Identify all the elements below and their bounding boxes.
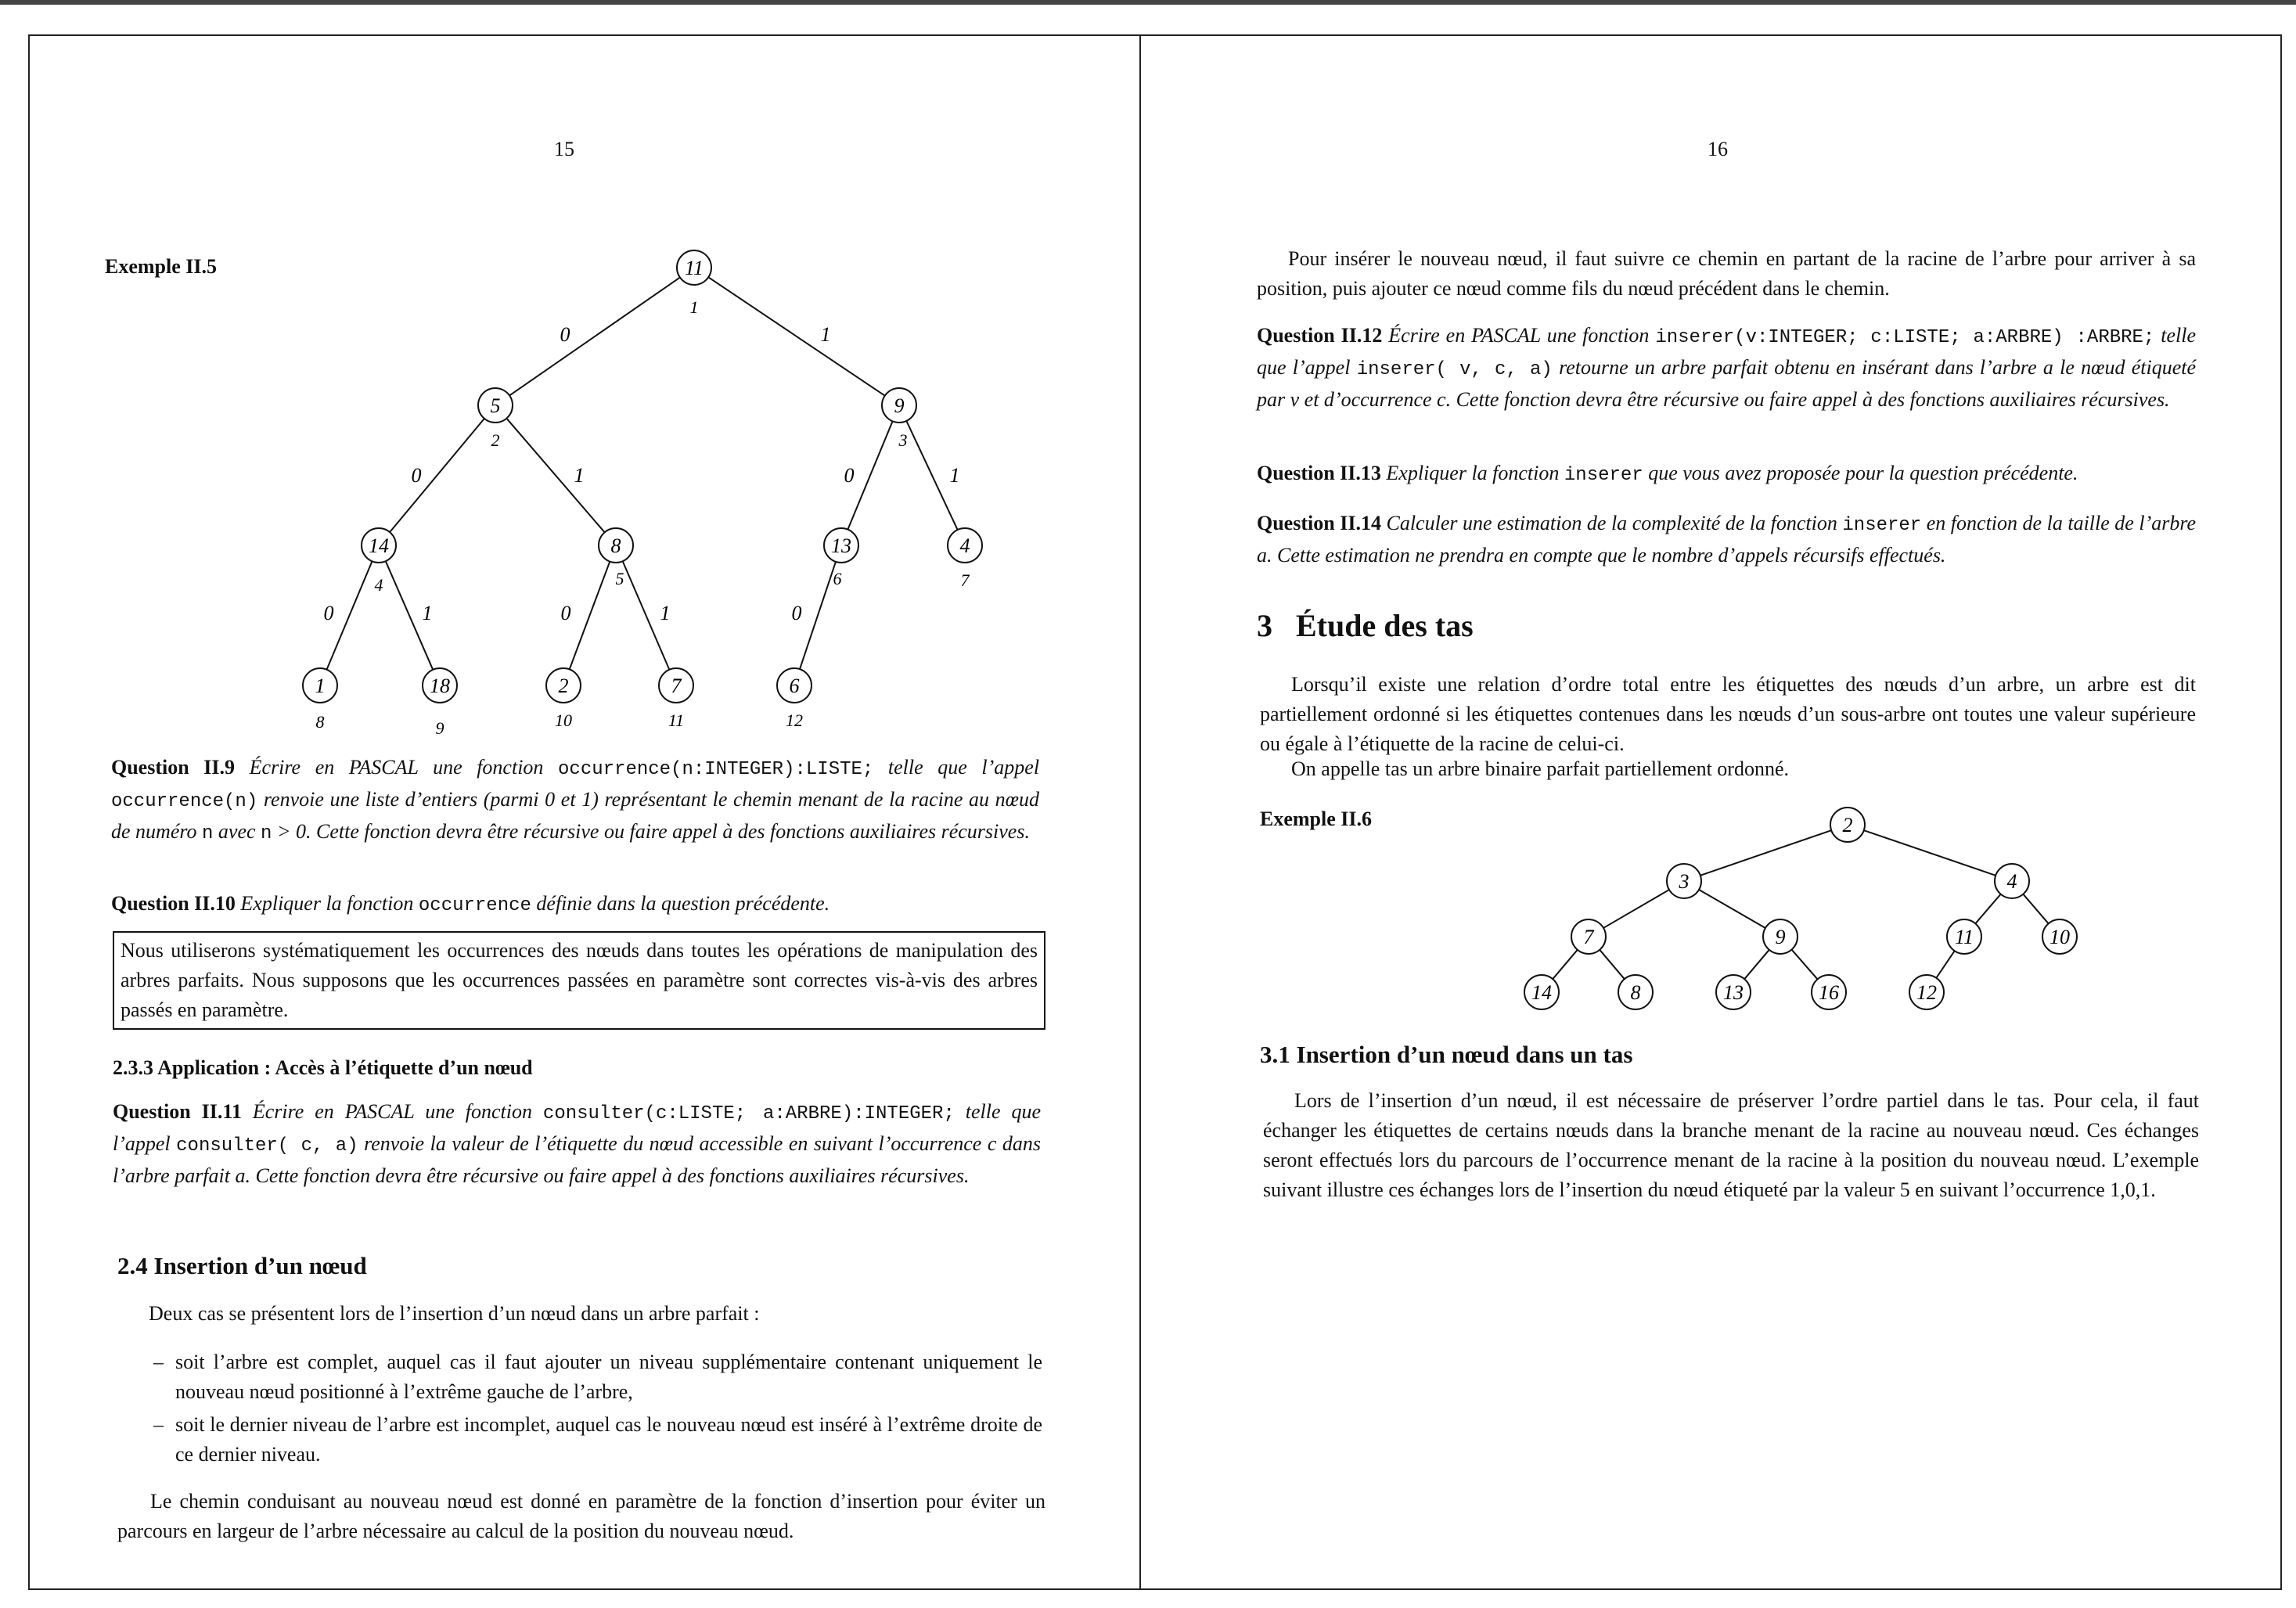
node-label: 1 (315, 674, 326, 697)
node-number: 1 (689, 297, 699, 317)
heap-node-label: 7 (1583, 926, 1594, 948)
node-label: 5 (490, 394, 501, 417)
node-label: 13 (831, 534, 851, 557)
edge-label: 0 (560, 602, 571, 624)
right-intro-paragraph: Pour insérer le nouveau nœud, il faut suivre ce chemin en partant de la racine de l’arbre pour arriver à sa position, puis ajouter ce nœud comme fils du nœud précédent dans le chemin. (1257, 247, 2196, 300)
heap-definition: On appelle tas un arbre binaire parfait partiellement ordonné. (1291, 757, 1790, 780)
heap-node-label: 12 (1916, 981, 1937, 1004)
page-number-right: 16 (1708, 138, 1728, 160)
question-ii9: Question II.9 Écrire en PASCAL une fonction occurrence(n:INTEGER):LISTE; telle que l’appel occurrence(n) renvoie une liste d’entiers (parmi 0 et 1) représentant le chemin menant de la racine au nœud de numéro n avec n > 0. Cette fonction devra être récursive ou faire appel à des fonctions auxiliaires récursives. (111, 756, 1040, 844)
heap-node-label: 13 (1723, 981, 1744, 1004)
node-label: 2 (558, 674, 569, 697)
node-label: 9 (894, 394, 905, 417)
example-label-ii6: Exemple II.6 (1260, 808, 1372, 830)
edge-label: 1 (574, 464, 585, 487)
node-number: 5 (615, 569, 624, 588)
node-number: 9 (435, 718, 444, 738)
question-ii14: Question II.14 Calculer une estimation de la complexité de la fonction inserer en fonction de la taille de l’arbre a. Cette estimation ne prendra en compte que le nombre d’appels récursifs effectués. (1257, 512, 2197, 567)
heap-node-label: 14 (1531, 981, 1552, 1004)
heap-node-label: 3 (1679, 870, 1690, 893)
section-2-4-conclusion: Le chemin conduisant au nouveau nœud est donné en paramètre de la fonction d’insertion pour éviter un parcours en largeur de l’arbre nécessaire au calcul de la position du nouveau nœud. (117, 1490, 1045, 1542)
question-ii11: Question II.11 Écrire en PASCAL une fonction consulter(c:LISTE; a:ARBRE):INTEGER; telle que l’appel consulter( c, a) renvoie la valeur de l’étiquette du nœud accessible en suivant l’occurrence c dans l’arbre parfait a. Cette fonction devra être récursive ou faire appel à des fonctions auxiliaires récursives. (113, 1100, 1042, 1187)
example-label-ii5: Exemple II.5 (105, 255, 217, 278)
node-number: 4 (374, 575, 383, 595)
section-3-paragraph: Lorsqu’il existe une relation d’ordre total entre les étiquettes des nœuds d’un arbre, un arbre est dit partiellement ordonné si les étiquettes contenues dans les nœuds d’un sous-arbre ont toutes une valeur supérieure ou égale à l’étiquette de la racine de celui-ci. (1260, 673, 2196, 755)
edge-label: 1 (820, 323, 831, 346)
section-2-3-3-heading: 2.3.3 Application : Accès à l’étiquette d’un nœud (113, 1056, 533, 1079)
heap-node-label: 11 (1954, 926, 1974, 948)
heap-edge (1744, 950, 1769, 979)
node-number: 12 (786, 710, 803, 730)
section-2-4-heading: 2.4 Insertion d’un nœud (117, 1252, 367, 1279)
edge-label: 0 (411, 464, 422, 487)
edge-label: 1 (660, 602, 671, 624)
list-item: – soit le dernier niveau de l’arbre est incomplet, auquel cas le nouveau nœud est inséré à l’extrême droite de ce dernier niveau. (150, 1410, 1042, 1470)
heap-node-label: 8 (1630, 981, 1641, 1004)
edge-label: 0 (844, 464, 855, 487)
heap-edge (1975, 894, 2000, 924)
section-3-1-paragraph: Lors de l’insertion d’un nœud, il est nécessaire de préserver l’ordre partiel dans le tas. Pour cela, il faut échanger les étiquettes de certains nœuds dans la branche menant de la racine au nouveau nœud. Ces échanges seront effectués lors du parcours de l’occurrence menant de la racine à la position du nouveau nœud. L’exemple suivant illustre ces échanges lors de l’insertion du nœud étiqueté par la valeur 5 en suivant l’occurrence 1,0,1. (1263, 1089, 2199, 1201)
node-number: 10 (555, 710, 572, 730)
edge-label: 0 (791, 602, 802, 624)
heap-edge (1936, 951, 1954, 978)
note-box: Nous utiliserons systématiquement les occurrences des nœuds dans toutes les opérations de manipulation des arbres parfaits. Nous supposons que les occurrences passées en paramètre sont correctes vis-à-vis des arbres passés en paramètre. (113, 931, 1045, 1030)
heap-node-label: 16 (1819, 981, 1839, 1004)
question-label: Question II.9 (111, 756, 236, 779)
node-label: 11 (684, 257, 704, 279)
heap-edge (1700, 830, 1831, 876)
node-number: 7 (960, 570, 970, 590)
heap-edge (2023, 894, 2048, 924)
question-ii12: Question II.12 Écrire en PASCAL une fonction inserer(v:INTEGER; c:LISTE; a:ARBRE) :ARBRE; telle que l’appel inserer( v, c, a) retourne un arbre parfait obtenu en insérant dans l’arbre a le nœud étiqueté par v et d’occurrence c. Cette fonction devra être récursive ou faire appel à des fonctions auxiliaires récursives. (1257, 324, 2197, 411)
heap-edge (1553, 950, 1578, 979)
heap-node-label: 9 (1775, 926, 1786, 948)
section-3-heading: 3 Étude des tas (1257, 608, 1474, 643)
heap-node-label: 2 (1842, 814, 1853, 836)
heap-node-label: 4 (2006, 870, 2017, 893)
heap-edge (1600, 950, 1625, 979)
question-ii10: Question II.10 Expliquer la fonction occurrence définie dans la question précédente. (111, 892, 830, 916)
section-3-1-heading: 3.1 Insertion d’un nœud dans un tas (1260, 1041, 1633, 1068)
node-label: 18 (430, 674, 450, 697)
question-ii13: Question II.13 Expliquer la fonction inserer que vous avez proposée pour la question précédente. (1257, 462, 2078, 486)
edge-label: 0 (323, 602, 334, 624)
section-2-4-intro: Deux cas se présentent lors de l’insertion d’un nœud dans un arbre parfait : (149, 1302, 760, 1325)
node-label: 7 (671, 674, 682, 697)
edge-label: 1 (949, 464, 960, 487)
edge-label: 1 (422, 602, 433, 624)
heap-edge (1864, 830, 1996, 876)
page-number-left: 15 (554, 138, 574, 160)
heap-edge (1699, 890, 1765, 928)
node-label: 4 (959, 534, 970, 557)
edge-label: 0 (560, 323, 570, 346)
heap-edge (1603, 890, 1669, 928)
node-number: 11 (668, 710, 685, 730)
node-label: 6 (789, 674, 800, 697)
heap-node-label: 10 (2049, 926, 2070, 948)
heap-edge (1791, 950, 1817, 980)
node-number: 2 (491, 430, 500, 450)
node-number: 3 (898, 430, 908, 450)
node-label: 8 (610, 534, 621, 557)
node-number: 6 (833, 569, 842, 588)
list-item: – soit l’arbre est complet, auquel cas il faut ajouter un niveau supplémentaire contenant uniquement le nouveau nœud positionné à l’extrême gauche de l’arbre, (150, 1347, 1042, 1407)
node-label: 14 (369, 534, 389, 557)
node-number: 8 (315, 712, 325, 732)
